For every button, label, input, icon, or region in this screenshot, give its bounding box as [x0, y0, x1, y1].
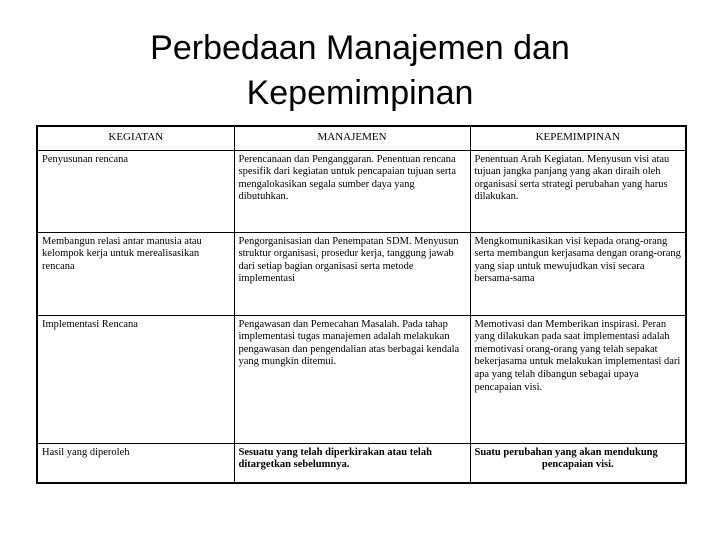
cell-kepemimpinan: Penentuan Arah Kegiatan. Menyusun visi atau tujuan jangka panjang yang akan diraih oleh organisasi serta strategi perubahan yang harus dilakukan.: [470, 150, 686, 232]
comparison-table: [36, 125, 687, 484]
cell-kegiatan: Penyusunan rencana: [37, 150, 234, 232]
cell-kegiatan: Implementasi Rencana: [37, 315, 234, 443]
cell-kepemimpinan: Suatu perubahan yang akan mendukung pencapaian visi.: [470, 443, 686, 483]
table-row: [37, 443, 686, 483]
header-kepemimpinan: KEPEMIMPINAN: [470, 126, 686, 150]
cell-manajemen: Sesuatu yang telah diperkirakan atau telah ditargetkan sebelumnya.: [234, 443, 470, 483]
header-manajemen: MANAJEMEN: [234, 126, 470, 150]
table-row: [37, 232, 686, 315]
cell-kepemimpinan: Memotivasi dan Memberikan inspirasi. Peran yang dilakukan pada saat implementasi adalah memotivasi orang-orang yang telah sepakat bekerjasama untuk melakukan implementasi dari apa yang telah dibangun sebagai upaya pencapaian visi.: [470, 315, 686, 443]
cell-manajemen: Pengorganisasian dan Penempatan SDM. Menyusun struktur organisasi, prosedur kerja, tanggung jawab dari setiap bagian organisasi serta metode implementasi: [234, 232, 470, 315]
table-row: [37, 315, 686, 443]
table-header-row: [37, 126, 686, 150]
title-line-1: Perbedaan Manajemen dan: [150, 29, 570, 67]
cell-kepemimpinan: Mengkomunikasikan visi kepada orang-orang serta membangun kerjasama dengan orang-orang yang siap untuk mewujudkan visi secara bersama-sama: [470, 232, 686, 315]
cell-kegiatan: Membangun relasi antar manusia atau kelompok kerja untuk merealisasikan rencana: [37, 232, 234, 315]
cell-kegiatan: Hasil yang diperoleh: [37, 443, 234, 483]
header-kegiatan: KEGIATAN: [37, 126, 234, 150]
title-line-2: Kepemimpinan: [246, 74, 474, 112]
cell-manajemen: Perencanaan dan Penganggaran. Penentuan rencana spesifik dari kegiatan untuk pencapaian tujuan serta mengalokasikan segala sumber daya yang dibutuhkan.: [234, 150, 470, 232]
page-title: [0, 26, 720, 116]
cell-manajemen: Pengawasan dan Pemecahan Masalah. Pada tahap implementasi tugas manajemen adalah melakukan pengawasan dan pengendalian atas berbagai kendala yang mungkin ditemui.: [234, 315, 470, 443]
table-row: [37, 150, 686, 232]
